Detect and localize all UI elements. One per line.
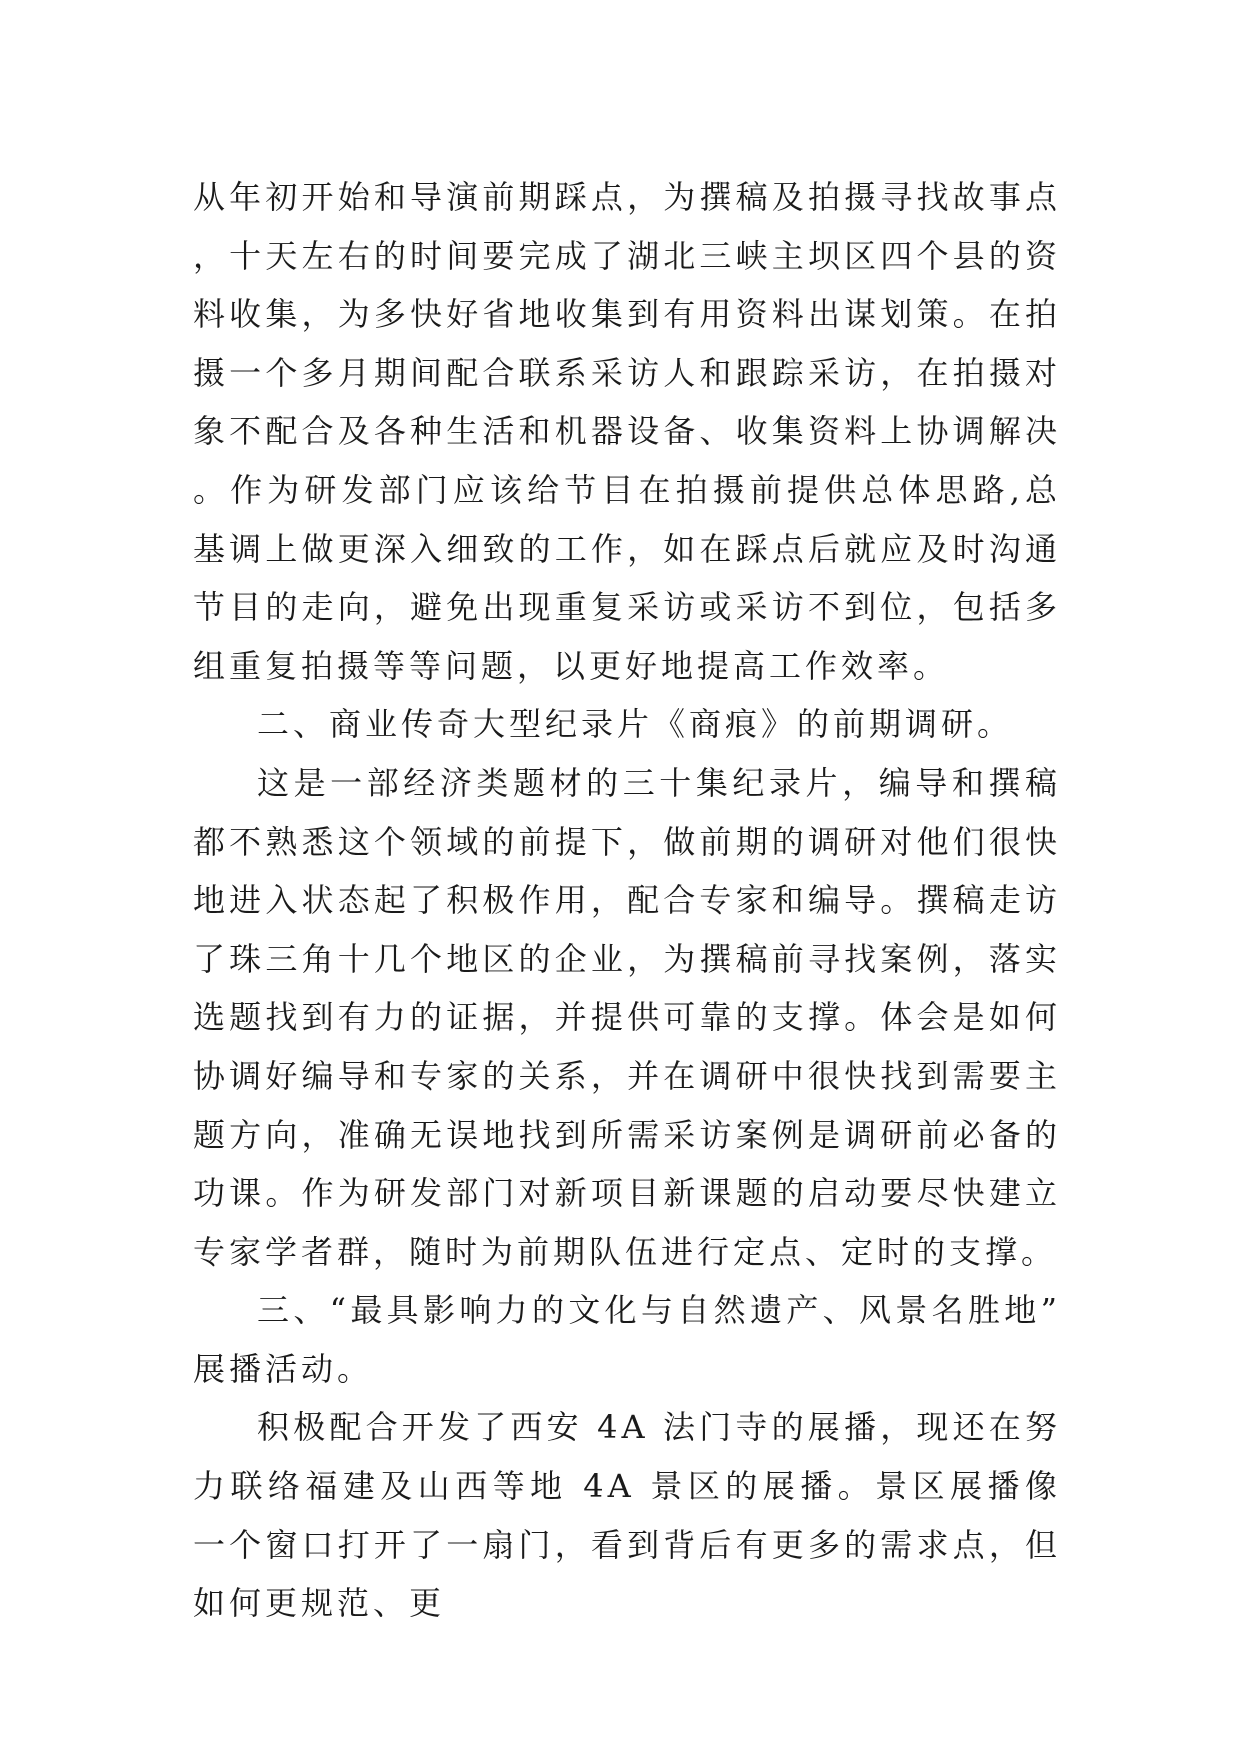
paragraph-section-3: 积极配合开发了西安 4A 法门寺的展播，现还在努力联络福建及山西等地 4A 景区的展播。景区展播像一个窗口打开了一扇门，看到背后有更多的需求点，但如何更规范、更 <box>193 1408 1061 1623</box>
section-heading-2: 二、商业传奇大型纪录片《商痕》的前期调研。 <box>257 705 1014 744</box>
section-heading-3: 三、“最具影响力的文化与自然遗产、风景名胜地”展播活动。 <box>193 1291 1061 1388</box>
paragraph-section-2: 这是一部经济类题材的三十集纪录片，编导和撰稿都不熟悉这个领域的前提下，做前期的调研对他们很快地进入状态起了积极作用，配合专家和编导。撰稿走访了珠三角十几个地区的企业，为撰稿前寻找案例，落实选题找到有力的证据，并提供可靠的支撑。体会是如何协调好编导和专家的关系，并在调研中很快找到需要主题方向，准确无误地找到所需采访案例是调研前必备的功课。作为研发部门对新项目新课题的启动要尽快建立专家学者群，随时为前期队伍进行定点、定时的支撑。 <box>193 763 1061 1271</box>
paragraph-intro-continued: 从年初开始和导演前期踩点，为撰稿及拍摄寻找故事点，十天左右的时间要完成了湖北三峡主坝区四个县的资料收集，为多快好省地收集到有用资料出谋划策。在拍摄一个多月期间配合联系采访人和跟踪采访，在拍摄对象不配合及各种生活和机器设备、收集资料上协调解决。作为研发部门应该给节目在拍摄前提供总体思路,总基调上做更深入细致的工作，如在踩点后就应及时沟通节目的走向，避免出现重复采访或采访不到位，包括多组重复拍摄等等问题，以更好地提高工作效率。 <box>193 178 1061 685</box>
document-body <box>193 168 1061 1633</box>
